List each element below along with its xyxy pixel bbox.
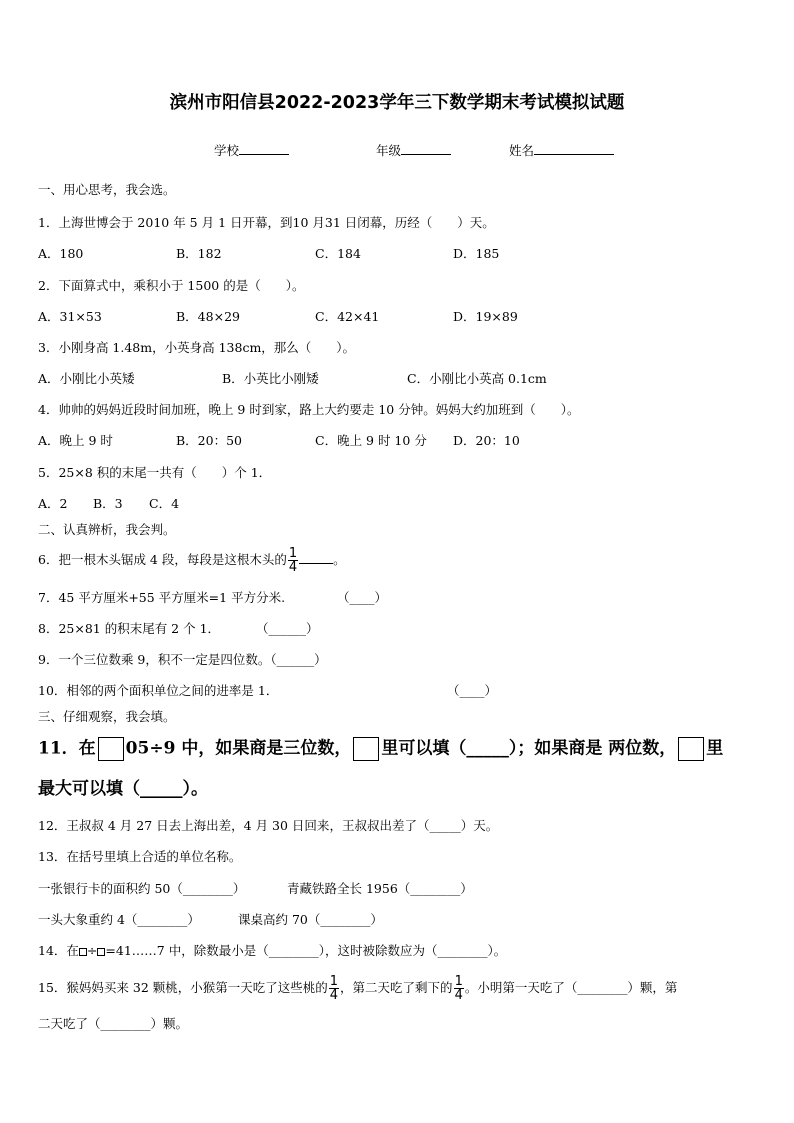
q1-stem: 1．上海世博会于 2010 年 5 月 1 日开幕，到10 月31 日闭幕，历经（ ）天。 — [38, 215, 495, 230]
q15-line-2: 二天吃了（________）颗。 — [38, 1016, 189, 1031]
q13-item-railway: 青藏铁路全长 1956（________） — [287, 881, 473, 896]
q2-option-b: B．48×29 — [176, 309, 240, 324]
q1-option-d: D．185 — [453, 246, 500, 261]
q13-item-elephant: 一头大象重约 4（________） — [38, 912, 200, 927]
school-label: 学校 — [214, 143, 240, 158]
q4-stem: 4．帅帅的妈妈近段时间加班，晚上 9 时到家，路上大约要走 10 分钟。妈妈大约加班到（ ）。 — [38, 402, 580, 417]
fraction-denominator: 4 — [454, 988, 463, 1003]
q2-option-c: C．42×41 — [315, 309, 380, 324]
q11-part-c: 里可以填（_____）；如果商是 两位数， — [381, 738, 677, 759]
q1-option-c: C．184 — [315, 246, 361, 261]
section-2-heading: 二、认真辨析，我会判。 — [38, 522, 176, 537]
fraction-one-quarter — [329, 975, 339, 1002]
q3-stem: 3．小刚身高 1.48m，小英身高 138cm，那么（ ）。 — [38, 340, 356, 355]
answer-blank — [299, 552, 333, 564]
fraction-denominator: 4 — [288, 560, 298, 575]
q14-part-c: =41……7 中，除数最小是（________），这时被除数应为（________）。 — [105, 943, 507, 958]
fraction-numerator: 1 — [454, 974, 463, 989]
q4-option-c: C．晚上 9 时 10 分 — [315, 433, 427, 448]
q15-part-a: 15．猴妈妈买来 32 颗桃，小猴第一天吃了这些桃的 — [38, 980, 328, 995]
q11-part-b: 05÷9 中，如果商是三位数， — [125, 738, 352, 759]
q4-option-b: B．20：50 — [176, 433, 242, 448]
q13-item-bank-card: 一张银行卡的面积约 50（________） — [38, 881, 246, 896]
q11-line-1 — [38, 737, 723, 761]
q15-part-c: 。小明第一天吃了（________）颗，第 — [464, 980, 678, 995]
q14-part-a: 14．在 — [38, 943, 79, 958]
name-field — [509, 142, 614, 159]
page-title: 滨州市阳信县2022-2023学年三下数学期末考试模拟试题 — [169, 93, 625, 113]
grade-field — [376, 142, 451, 159]
fraction-one-quarter — [454, 975, 464, 1002]
q1-option-a: A．180 — [38, 246, 84, 261]
school-blank — [239, 142, 289, 155]
q8-answer-paren: （______） — [256, 621, 319, 636]
name-blank — [534, 142, 614, 155]
q4-option-d: D．20：10 — [453, 433, 520, 448]
grade-label: 年级 — [376, 143, 402, 158]
q11-part-a: 11．在 — [38, 738, 96, 759]
school-field — [214, 142, 289, 159]
q14-divide-sign: ÷ — [86, 943, 98, 958]
q5-option-a: A．2 — [38, 496, 68, 511]
fraction-one-quarter — [288, 547, 298, 574]
q11-part-d: 里 — [706, 738, 724, 759]
q9-text: 9．一个三位数乘 9，积不一定是四位数。（______） — [38, 652, 327, 667]
section-1-heading: 一、用心思考，我会选。 — [38, 182, 176, 197]
digit-box — [353, 737, 379, 761]
q4-option-a: A．晚上 9 时 — [38, 433, 113, 448]
digit-box — [678, 737, 704, 761]
q15-line-1 — [38, 972, 677, 1004]
q11-line-2: 最大可以填（_____）。 — [38, 779, 208, 799]
q6-text: 6．把一根木头锯成 4 段，每段是这根木头的 — [38, 552, 287, 567]
q6 — [38, 544, 346, 576]
q10-answer-paren: （____） — [447, 683, 498, 698]
dividend-box — [79, 948, 87, 956]
q6-end: 。 — [333, 552, 346, 567]
q12-text: 12．王叔叔 4 月 27 日去上海出差，4 月 30 日回来，王叔叔出差了（_____）天。 — [38, 818, 499, 833]
q7-text: 7．45 平方厘米+55 平方厘米=1 平方分米. — [38, 590, 286, 605]
name-label: 姓名 — [509, 143, 535, 158]
q5-option-c: C．4 — [149, 496, 180, 511]
q8-text: 8．25×81 的积末尾有 2 个 1． — [38, 621, 221, 636]
q1-option-b: B．182 — [176, 246, 222, 261]
q3-option-a: A．小刚比小英矮 — [38, 371, 135, 386]
q5-stem: 5．25×8 积的末尾一共有（ ）个 1． — [38, 465, 272, 480]
section-3-heading: 三、仔细观察，我会填。 — [38, 709, 176, 724]
q2-option-a: A．31×53 — [38, 309, 102, 324]
q13-stem: 13．在括号里填上合适的单位名称。 — [38, 849, 242, 864]
q13-item-desk: 课桌高约 70（________） — [238, 912, 383, 927]
q10-text: 10．相邻的两个面积单位之间的进率是 1． — [38, 683, 279, 698]
q7-answer-paren: （____） — [337, 590, 388, 605]
q5-option-b: B．3 — [93, 496, 123, 511]
q3-option-c: C．小刚比小英高 0.1cm — [407, 371, 547, 386]
q2-option-d: D．19×89 — [453, 309, 518, 324]
grade-blank — [401, 142, 451, 155]
fraction-numerator: 1 — [288, 546, 298, 561]
fraction-numerator: 1 — [329, 974, 339, 989]
digit-box — [98, 737, 124, 761]
q15-part-b: ，第二天吃了剩下的 — [340, 980, 453, 995]
q14 — [38, 943, 506, 959]
q3-option-b: B．小英比小刚矮 — [222, 371, 319, 386]
q2-stem: 2．下面算式中，乘积小于 1500 的是（ ）。 — [38, 278, 305, 293]
fraction-denominator: 4 — [329, 988, 339, 1003]
